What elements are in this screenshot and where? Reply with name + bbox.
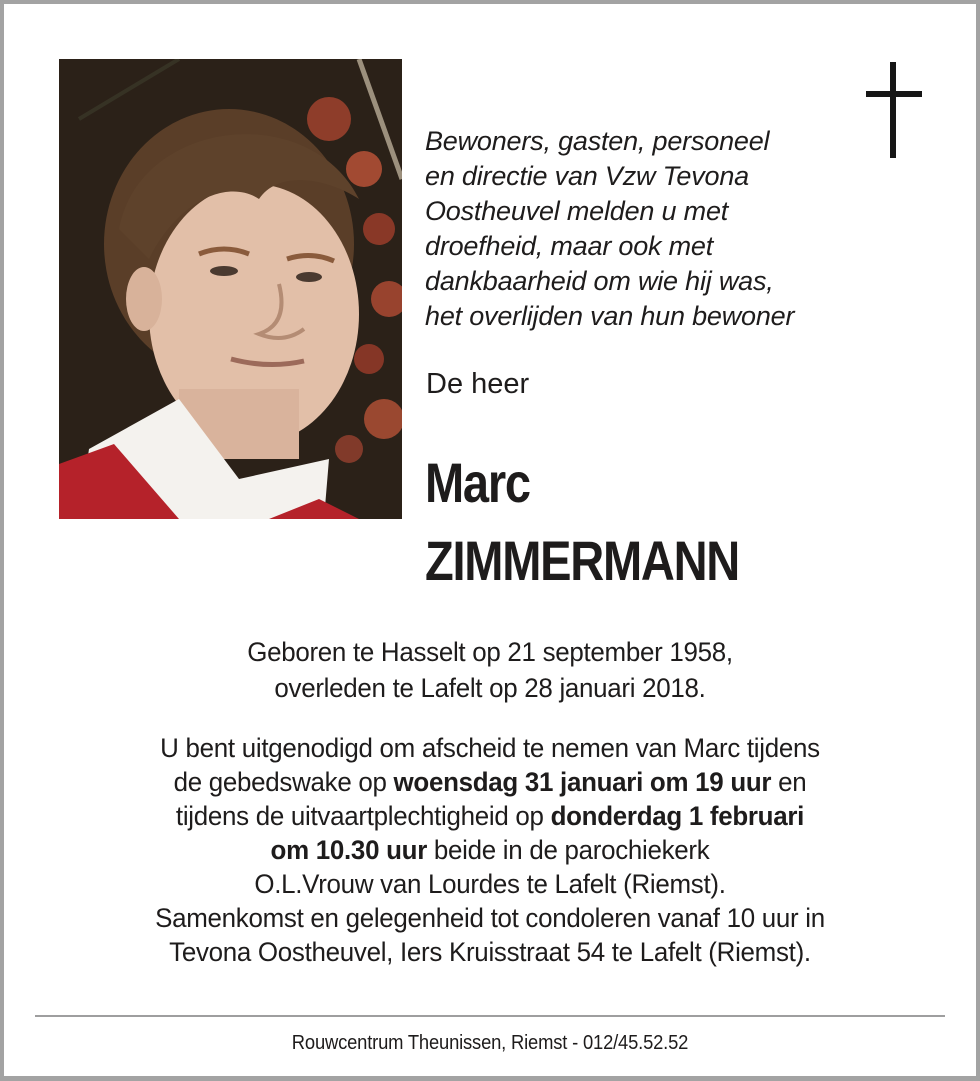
portrait-photo [59, 59, 402, 519]
intro-line: droefheid, maar ook met [425, 231, 714, 261]
funeral-date: donderdag 1 februari [550, 801, 805, 831]
invitation-line: O.L.Vrouw van Lourdes te Lafelt (Riemst). [254, 869, 726, 899]
intro-line: dankbaarheid om wie hij was, [425, 266, 774, 296]
invitation-line: Samenkomst en gelegenheid tot condoleren vanaf 10 uur in [155, 903, 825, 933]
intro-text [425, 124, 865, 334]
invitation-line: Tevona Oostheuvel, Iers Kruisstraat 54 te Lafelt (Riemst). [169, 937, 811, 967]
vigil-datetime: woensdag 31 januari om 19 uur [393, 767, 772, 797]
invitation-line [23, 833, 956, 867]
intro-line: het overlijden van hun bewoner [425, 301, 795, 331]
deceased-name [425, 444, 739, 600]
invitation-text-segment: de gebedswake op [173, 767, 394, 797]
invitation-text-segment: beide in de parochiekerk [427, 835, 710, 865]
invitation-line: U bent uitgenodigd om afscheid te nemen van Marc tijdens [160, 733, 820, 763]
cross-horizontal-bar [866, 91, 922, 97]
divider [35, 1015, 945, 1017]
intro-line: en directie van Vzw Tevona [425, 161, 749, 191]
death-line: overleden te Lafelt op 28 januari 2018. [274, 673, 706, 703]
last-name: ZIMMERMANN [425, 529, 740, 592]
title-prefix: De heer [426, 368, 530, 400]
invitation-line [23, 765, 956, 799]
cross-icon [866, 62, 922, 160]
funeral-time: om 10.30 uur [270, 835, 427, 865]
intro-line: Oostheuvel melden u met [425, 196, 729, 226]
invitation-text [23, 731, 956, 969]
intro-line: Bewoners, gasten, personeel [425, 126, 770, 156]
funeral-home-footer: Rouwcentrum Theunissen, Riemst - 012/45.52.52 [291, 1032, 689, 1054]
invitation-line [23, 799, 956, 833]
invitation-text-segment: en [771, 767, 807, 797]
invitation-text-segment: tijdens de uitvaartplechtigheid op [175, 801, 551, 831]
birth-line: Geboren te Hasselt op 21 september 1958, [247, 637, 733, 667]
cross-vertical-bar [890, 62, 896, 158]
obituary-card [4, 4, 976, 1076]
life-dates [23, 634, 956, 706]
first-name: Marc [425, 451, 530, 514]
